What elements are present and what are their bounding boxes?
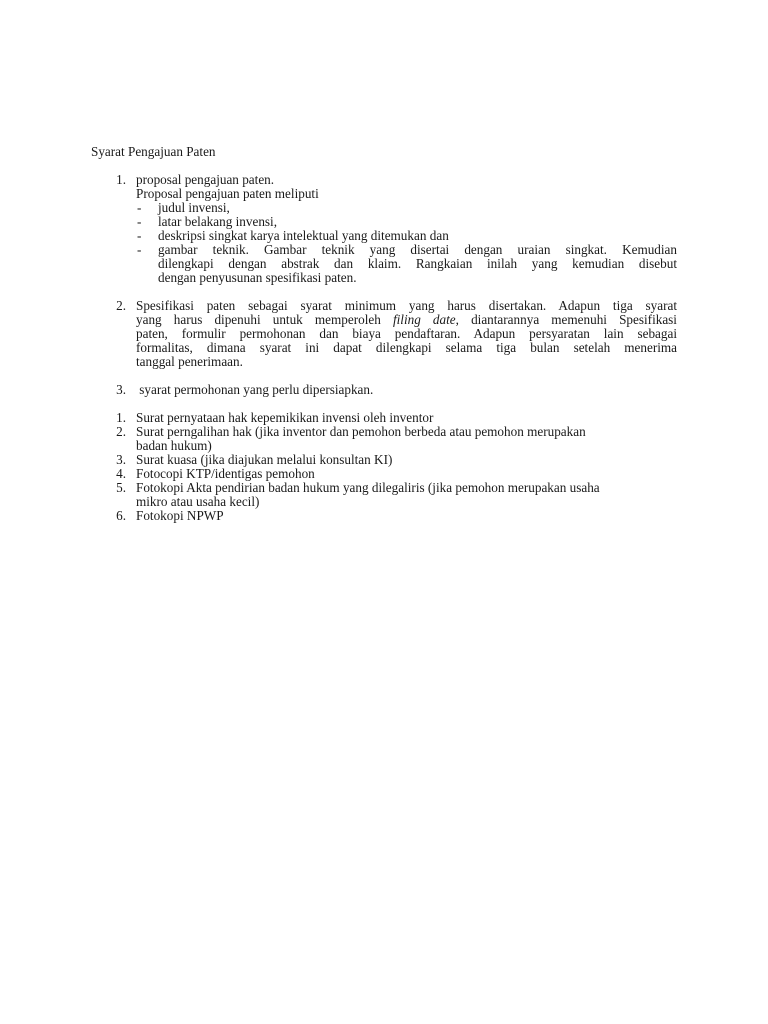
section-2-line-4: formalitas, dimana syarat ini dapat dilengkapi selama tiga bulan setelah menerima [136,340,677,355]
bullet-gambar-teknik-line-3: dengan penyusunan spesifikasi paten. [158,270,357,285]
section-2-line-3: paten, formulir permohonan dan biaya pendaftaran. Adapun persyaratan lain sebagai [136,326,677,341]
requirement-number: 1. [116,410,126,425]
requirement-number: 2. [116,424,126,439]
bullet-latar-belakang: latar belakang invensi, [158,214,278,229]
section-2-line-2-before: yang harus dipenuhi untuk memperoleh [136,312,393,327]
section-2-line-2-after: , diantarannya memenuhi Spesifikasi [455,312,677,327]
bullet-marker: - [137,242,142,257]
bullet-marker: - [137,228,142,243]
requirement-item: Fotokopi Akta pendirian badan hukum yang dilegaliris (jika pemohon merupakan usaha [136,480,600,495]
requirement-item: Surat perngalihan hak (jika inventor dan pemohon berbeda atau pemohon merupakan [136,424,586,439]
section-2-number: 2. [116,298,126,313]
requirement-number: 4. [116,466,126,481]
bullet-deskripsi: deskripsi singkat karya intelektual yang ditemukan dan [158,228,449,243]
section-2-line-1: Spesifikasi paten sebagai syarat minimum yang harus disertakan. Adapun tiga syarat [136,298,677,313]
bullet-gambar-teknik-line-2: dilengkapi dengan abstrak dan klaim. Rangkaian inilah yang kemudian disebut [158,256,677,271]
requirement-number: 5. [116,480,126,495]
requirement-item-continuation: mikro atau usaha kecil) [136,494,260,509]
section-1-heading: proposal pengajuan paten. [136,172,275,187]
section-3-number: 3. [116,382,126,397]
section-1-intro: Proposal pengajuan paten meliputi [136,186,319,201]
section-2-line-5: tanggal penerimaan. [136,354,243,369]
bullet-gambar-teknik-line-1: gambar teknik. Gambar teknik yang disertai dengan uraian singkat. Kemudian [158,242,677,257]
requirement-number: 6. [116,508,126,523]
bullet-judul-invensi: judul invensi, [158,200,230,215]
document-title: Syarat Pengajuan Paten [91,144,216,159]
filing-date-term: filing date [392,312,456,327]
requirement-item: Fotokopi NPWP [136,508,224,523]
requirement-item: Surat pernyataan hak kepemikikan invensi oleh inventor [136,410,434,425]
requirement-item: Surat kuasa (jika diajukan melalui konsultan KI) [136,452,393,467]
requirement-item: Fotocopi KTP/identigas pemohon [136,466,315,481]
requirement-number: 3. [116,452,126,467]
section-1-number: 1. [116,172,126,187]
requirement-item-continuation: badan hukum) [136,438,212,453]
bullet-marker: - [137,214,142,229]
bullet-marker: - [137,200,142,215]
section-3-text: syarat permohonan yang perlu dipersiapkan. [136,382,374,397]
